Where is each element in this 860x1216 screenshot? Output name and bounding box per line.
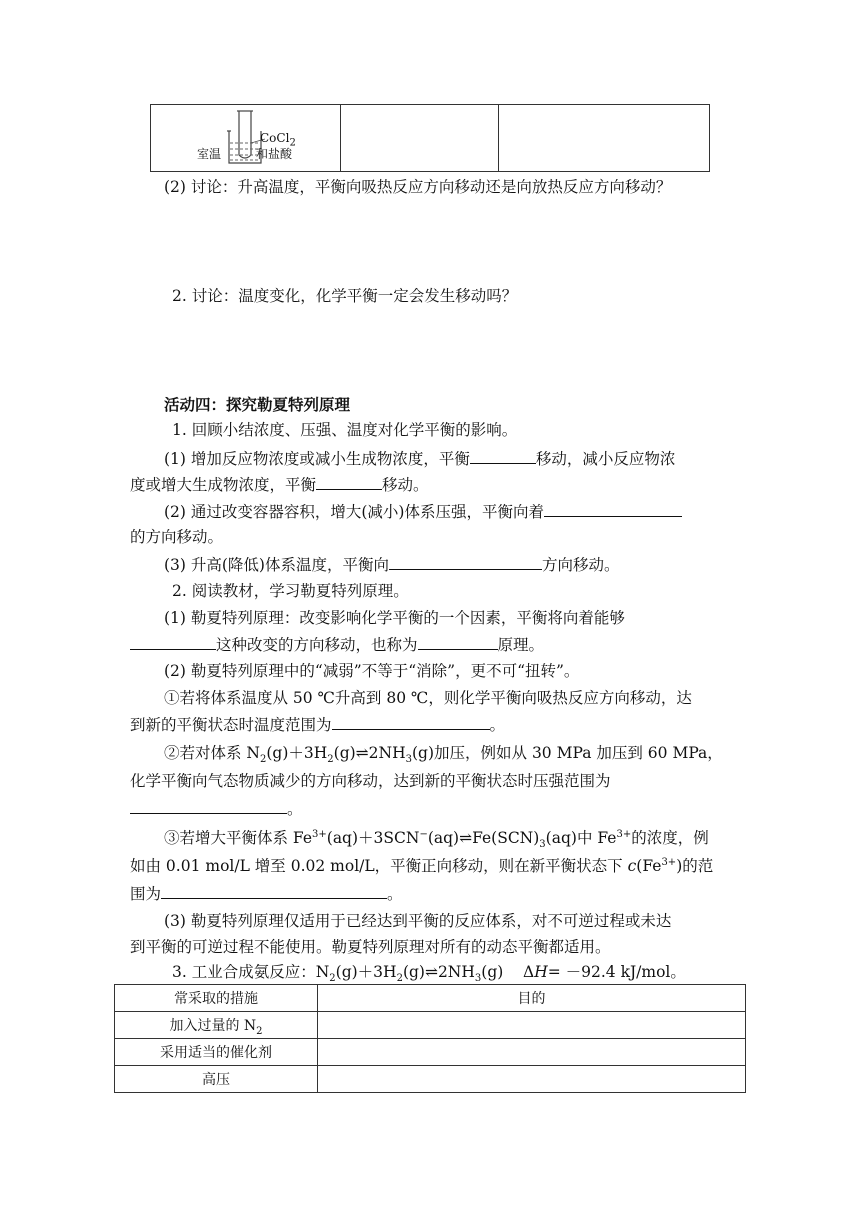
case2-line2: 化学平衡向气态物质减少的方向移动，达到新的平衡状态时压强范围为 bbox=[130, 772, 611, 790]
label-cocl2: CoCl$_2$ bbox=[260, 131, 296, 149]
label-hcl: 和盐酸 bbox=[256, 147, 293, 161]
answer-blank[interactable] bbox=[130, 797, 287, 814]
label-room-temp: 室温 bbox=[197, 147, 222, 161]
activity4-heading: 活动四：探究勒夏特列原理 bbox=[164, 395, 351, 414]
answer-blank[interactable] bbox=[470, 447, 536, 464]
purpose-cell[interactable] bbox=[318, 1039, 746, 1066]
item1-2-line2: 的方向移动。 bbox=[130, 528, 224, 546]
case3-line2: 如由 0.01 mol/L 增至 0.02 mol/L，平衡正向移动，则在新平衡状态下 $c(Fe^{3+})$的范 bbox=[130, 856, 714, 875]
item2-1-line1: (1) 勒夏特列原理：改变影响化学平衡的一个因素，平衡将向着能够 bbox=[164, 609, 625, 627]
case3-line3: 围为 。 bbox=[130, 882, 403, 905]
header-measures: 常采取的措施 bbox=[115, 985, 318, 1012]
activity4-item1: 1. 回顾小结浓度、压强、温度对化学平衡的影响。 bbox=[172, 421, 518, 439]
item2-3-line1: (3) 勒夏特列原理仅适用于已经达到平衡的反应体系，对不可逆过程或未达 bbox=[164, 912, 672, 930]
case2-line3: 。 bbox=[130, 797, 303, 820]
measures-table bbox=[114, 984, 746, 1093]
case1-line2: 到新的平衡状态时温度范围为 。 bbox=[130, 713, 505, 736]
case1-line1: ①若将体系温度从 50 ℃升高到 80 ℃，则化学平衡向吸热反应方向移动，达 bbox=[164, 689, 692, 707]
purpose-cell[interactable] bbox=[318, 1012, 746, 1039]
case2-line1: ②若对体系 $N_2(g)+3H_2(g)\rightleftharpoons 2NH_3(g)$加压，例如从 30 MPa 加压到 60 MPa， bbox=[164, 744, 723, 766]
answer-blank[interactable] bbox=[544, 500, 682, 517]
measure-cell: 高压 bbox=[115, 1066, 318, 1093]
item1-2-line1: (2) 通过改变容器容积，增大(减小)体系压强，平衡向着 bbox=[164, 500, 682, 523]
measure-cell: 采用适当的催化剂 bbox=[115, 1039, 318, 1066]
item1-1-line1: (1) 增加反应物浓度或减小生成物浓度，平衡 移动，减小反应物浓 bbox=[164, 447, 675, 470]
table-row bbox=[115, 1039, 746, 1066]
discussion-question-2: (2) 讨论：升高温度，平衡向吸热反应方向移动还是向放热反应方向移动？ bbox=[164, 178, 672, 196]
header-purpose: 目的 bbox=[318, 985, 746, 1012]
purpose-cell[interactable] bbox=[318, 1066, 746, 1093]
table-row bbox=[115, 1066, 746, 1093]
answer-blank[interactable] bbox=[332, 713, 490, 730]
table-row bbox=[115, 1012, 746, 1039]
discussion-item-2: 2. 讨论：温度变化，化学平衡一定会发生移动吗？ bbox=[172, 287, 518, 305]
answer-blank[interactable] bbox=[316, 473, 382, 490]
experiment-table bbox=[150, 104, 710, 172]
measure-cell: 加入过量的 $N_2$ bbox=[115, 1012, 318, 1039]
item1-1-line2: 度或增大生成物浓度，平衡 移动。 bbox=[130, 473, 429, 496]
item1-3: (3) 升高(降低)体系温度，平衡向 方向移动。 bbox=[164, 553, 620, 576]
table-header-row bbox=[115, 985, 746, 1012]
table-divider bbox=[340, 105, 341, 171]
case3-line1: ③若增大平衡体系 $Fe^{3+}(aq)+3SCN^-(aq)\rightleftharpoons Fe(SCN)_3(aq)$中 $Fe^{3+}$的浓度，例 bbox=[164, 828, 709, 851]
answer-blank[interactable] bbox=[418, 633, 498, 650]
answer-blank[interactable] bbox=[161, 882, 387, 899]
answer-blank[interactable] bbox=[130, 633, 216, 650]
answer-blank[interactable] bbox=[389, 553, 542, 570]
activity4-item2: 2. 阅读教材，学习勒夏特列原理。 bbox=[172, 582, 409, 600]
table-divider bbox=[498, 105, 499, 171]
item2-3-line2: 到平衡的可逆过程不能使用。勒夏特列原理对所有的动态平衡都适用。 bbox=[130, 938, 611, 956]
item2-1-line2: 这种改变的方向移动，也称为 原理。 bbox=[130, 633, 544, 656]
activity4-item3: 3. 工业合成氨反应：$N_2(g)+3H_2(g)\rightleftharpoons 2NH_3(g)$ ΔH= －92.4 kJ/mol。 bbox=[172, 963, 686, 985]
item2-2: (2) 勒夏特列原理中的“减弱”不等于“消除”，更不可“扭转”。 bbox=[164, 662, 580, 680]
